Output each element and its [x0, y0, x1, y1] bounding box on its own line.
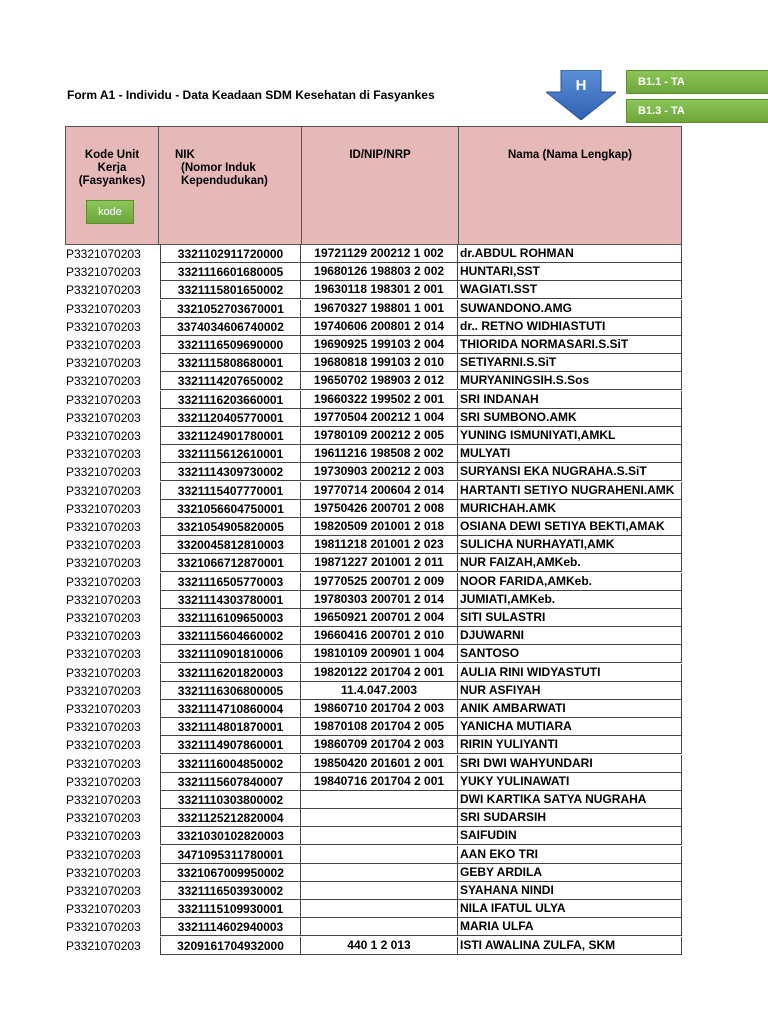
- nik-cell[interactable]: 3321114710860004: [160, 700, 301, 718]
- nip-cell[interactable]: 19770525 200701 2 009: [301, 573, 458, 591]
- nip-cell[interactable]: 19820122 201704 2 001: [301, 664, 458, 682]
- nik-cell[interactable]: 3321115801650002: [160, 281, 301, 299]
- nik-cell[interactable]: 3321114907860001: [160, 736, 301, 754]
- kode-unit-cell[interactable]: P3321070203: [66, 483, 141, 498]
- kode-unit-cell[interactable]: P3321070203: [66, 902, 141, 917]
- kode-unit-cell[interactable]: P3321070203: [66, 920, 141, 935]
- nip-cell[interactable]: [301, 918, 458, 936]
- nip-cell[interactable]: 19690925 199103 2 004: [301, 336, 458, 354]
- nav-button-b1-3[interactable]: B1.3 - TA: [626, 99, 768, 123]
- kode-unit-cell[interactable]: P3321070203: [66, 865, 141, 880]
- nama-cell[interactable]: SRI SUMBONO.AMK: [458, 409, 682, 427]
- nama-cell[interactable]: NUR ASFIYAH: [458, 682, 682, 700]
- table-row: [64, 391, 684, 409]
- kode-unit-cell[interactable]: P3321070203: [66, 938, 141, 953]
- table-row: [64, 645, 684, 663]
- nik-cell[interactable]: 3321115607840007: [160, 773, 301, 791]
- nip-cell[interactable]: 19630118 198301 2 001: [301, 281, 458, 299]
- nama-cell[interactable]: RIRIN YULIYANTI: [458, 736, 682, 754]
- nav-button-b1-1[interactable]: B1.1 - TA: [626, 70, 768, 94]
- kode-unit-cell[interactable]: P3321070203: [66, 884, 141, 898]
- kode-unit-cell[interactable]: P3321070203: [66, 538, 141, 553]
- table-row: [64, 573, 684, 591]
- nik-cell[interactable]: 3321114801870001: [160, 718, 301, 736]
- nik-cell[interactable]: 3321052703670001: [160, 300, 301, 318]
- table-row: [64, 755, 684, 773]
- nip-cell[interactable]: 19660416 200701 2 010: [301, 627, 458, 645]
- nik-cell[interactable]: 3321102911720000: [160, 245, 301, 263]
- nama-cell[interactable]: DWI KARTIKA SATYA NUGRAHA: [458, 791, 682, 809]
- nip-cell[interactable]: [301, 882, 458, 900]
- nip-cell[interactable]: 440 1 2 013: [301, 937, 458, 955]
- kode-unit-cell[interactable]: P3321070203: [66, 647, 141, 662]
- nama-cell[interactable]: NILA IFATUL ULYA: [458, 900, 682, 918]
- nip-cell[interactable]: 19770504 200212 1 004: [301, 409, 458, 427]
- table-row: [64, 318, 684, 336]
- h-arrow-button[interactable]: [546, 70, 616, 120]
- header-nip: [301, 126, 459, 245]
- nik-cell[interactable]: 3321115808680001: [160, 354, 301, 372]
- table-row: [64, 427, 684, 445]
- nip-cell[interactable]: 19670327 198801 1 001: [301, 300, 458, 318]
- nama-cell[interactable]: YUNING ISMUNIYATI,AMKL: [458, 427, 682, 445]
- nama-cell[interactable]: NOOR FARIDA,AMKeb.: [458, 573, 682, 591]
- table-row: [64, 736, 684, 754]
- kode-unit-cell[interactable]: P3321070203: [66, 720, 141, 735]
- nama-cell[interactable]: HARTANTI SETIYO NUGRAHENI.AMK: [458, 482, 682, 500]
- kode-unit-cell[interactable]: P3321070203: [66, 811, 141, 826]
- kode-unit-cell[interactable]: P3321070203: [66, 611, 141, 625]
- kode-unit-cell[interactable]: P3321070203: [66, 338, 141, 352]
- nama-cell[interactable]: ANIK AMBARWATI: [458, 700, 682, 718]
- nik-cell[interactable]: 3321125212820004: [160, 809, 301, 827]
- table-row: [64, 682, 684, 700]
- nip-cell[interactable]: 19650921 200701 2 004: [301, 609, 458, 627]
- nik-cell[interactable]: 3321120405770001: [160, 409, 301, 427]
- kode-unit-cell[interactable]: P3321070203: [66, 793, 141, 807]
- nip-cell[interactable]: 19750426 200701 2 008: [301, 500, 458, 518]
- kode-unit-cell[interactable]: P3321070203: [66, 429, 141, 443]
- nik-cell[interactable]: 3321116201820003: [160, 664, 301, 682]
- nama-cell[interactable]: HUNTARI,SST: [458, 263, 682, 281]
- table-row: [64, 791, 684, 809]
- nip-cell[interactable]: [301, 791, 458, 809]
- table-row: [64, 900, 684, 918]
- header-kode-line2: Kerja: [97, 162, 127, 174]
- table-row: [64, 245, 684, 263]
- nik-cell[interactable]: 3321116004850002: [160, 755, 301, 773]
- nik-cell[interactable]: 3321115407770001: [160, 482, 301, 500]
- kode-unit-cell[interactable]: P3321070203: [66, 665, 141, 680]
- nik-cell[interactable]: 3321116306800005: [160, 682, 301, 700]
- nip-cell[interactable]: 19820509 201001 2 018: [301, 518, 458, 536]
- table-row: [64, 300, 684, 318]
- nama-cell[interactable]: GEBY ARDILA: [458, 864, 682, 882]
- table-row: [64, 336, 684, 354]
- nip-cell[interactable]: 19780109 200212 2 005: [301, 427, 458, 445]
- kode-unit-cell[interactable]: P3321070203: [66, 247, 141, 261]
- table-row: [64, 864, 684, 882]
- nama-cell[interactable]: SUWANDONO.AMG: [458, 300, 682, 318]
- nip-cell[interactable]: 19850420 201601 2 001: [301, 755, 458, 773]
- nama-cell[interactable]: ISTI AWALINA ZULFA, SKM: [458, 937, 682, 955]
- nik-cell[interactable]: 3321116509690000: [160, 336, 301, 354]
- nama-cell[interactable]: dr.. RETNO WIDHIASTUTI: [458, 318, 682, 336]
- kode-unit-cell[interactable]: P3321070203: [66, 374, 141, 389]
- nik-cell[interactable]: 3321115109930001: [160, 900, 301, 918]
- nip-cell[interactable]: [301, 827, 458, 845]
- nik-cell[interactable]: 3321115604660002: [160, 627, 301, 645]
- nama-cell[interactable]: YUKY YULINAWATI: [458, 773, 682, 791]
- table-row: [64, 372, 684, 390]
- nip-cell[interactable]: 11.4.047.2003: [301, 682, 458, 700]
- kode-unit-cell[interactable]: P3321070203: [66, 629, 141, 644]
- form-title: Form A1 - Individu - Data Keadaan SDM Kesehatan di Fasyankes: [67, 88, 435, 102]
- table-row: [64, 773, 684, 791]
- nip-cell[interactable]: 19650702 198903 2 012: [301, 372, 458, 390]
- kode-unit-cell[interactable]: P3321070203: [66, 774, 141, 789]
- table-row: [64, 627, 684, 645]
- header-nip-label: ID/NIP/NRP: [349, 149, 411, 161]
- table-row: [64, 827, 684, 845]
- nama-cell[interactable]: SRI INDANAH: [458, 391, 682, 409]
- nama-cell[interactable]: AAN EKO TRI: [458, 846, 682, 864]
- nama-cell[interactable]: SRI DWI WAHYUNDARI: [458, 755, 682, 773]
- table-row: [64, 664, 684, 682]
- kode-unit-cell[interactable]: P3321070203: [66, 501, 141, 516]
- nik-cell[interactable]: 3321114303780001: [160, 591, 301, 609]
- kode-unit-cell[interactable]: P3321070203: [66, 756, 141, 771]
- nik-cell[interactable]: 3321114602940003: [160, 918, 301, 936]
- table-row: [64, 263, 684, 281]
- table-row: [64, 882, 684, 900]
- table-row: [64, 445, 684, 463]
- nip-cell[interactable]: 19680818 199103 2 010: [301, 354, 458, 372]
- kode-unit-cell[interactable]: P3321070203: [66, 683, 141, 698]
- nik-cell[interactable]: 3321114309730002: [160, 463, 301, 481]
- nip-cell[interactable]: [301, 809, 458, 827]
- table-row: [64, 591, 684, 609]
- header-nik-line1: NIK: [175, 149, 195, 161]
- kode-unit-cell[interactable]: P3321070203: [66, 410, 141, 425]
- nip-cell[interactable]: 19870108 201704 2 005: [301, 718, 458, 736]
- header-nama: [458, 126, 682, 245]
- nama-cell[interactable]: SITI SULASTRI: [458, 609, 682, 627]
- kode-unit-cell[interactable]: P3321070203: [66, 465, 141, 480]
- nip-cell[interactable]: 19770714 200604 2 014: [301, 482, 458, 500]
- nama-cell[interactable]: JUMIATI,AMKeb.: [458, 591, 682, 609]
- nip-cell[interactable]: 19840716 201704 2 001: [301, 773, 458, 791]
- table-row: [64, 700, 684, 718]
- nik-cell[interactable]: 3321067009950002: [160, 864, 301, 882]
- kode-unit-cell[interactable]: P3321070203: [66, 301, 141, 316]
- nik-cell[interactable]: 3320045812810003: [160, 536, 301, 554]
- nama-cell[interactable]: MULYATI: [458, 445, 682, 463]
- nip-cell[interactable]: 19730903 200212 2 003: [301, 463, 458, 481]
- nik-cell[interactable]: 3209161704932000: [160, 937, 301, 955]
- table-row: [64, 409, 684, 427]
- kode-unit-cell[interactable]: P3321070203: [66, 265, 141, 280]
- kode-unit-cell[interactable]: P3321070203: [66, 847, 141, 862]
- nip-cell[interactable]: 19740606 200801 2 014: [301, 318, 458, 336]
- kode-unit-cell[interactable]: P3321070203: [66, 356, 141, 371]
- kode-unit-cell[interactable]: P3321070203: [66, 447, 141, 462]
- table-row: [64, 609, 684, 627]
- nama-cell[interactable]: DJUWARNI: [458, 627, 682, 645]
- kode-unit-cell[interactable]: P3321070203: [66, 574, 141, 589]
- nama-cell[interactable]: WAGIATI.SST: [458, 281, 682, 299]
- nama-cell[interactable]: MURICHAH.AMK: [458, 500, 682, 518]
- nik-cell[interactable]: 3321116109650003: [160, 609, 301, 627]
- kode-unit-cell[interactable]: P3321070203: [66, 283, 141, 298]
- nama-cell[interactable]: THIORIDA NORMASARI.S.SiT: [458, 336, 682, 354]
- header-kode-line1: Kode Unit: [84, 149, 140, 161]
- table-row: [64, 500, 684, 518]
- nik-cell[interactable]: 3321116601680005: [160, 263, 301, 281]
- header-nik-line2: (Nomor Induk: [181, 162, 256, 174]
- nip-cell[interactable]: 19811218 201001 2 023: [301, 536, 458, 554]
- nip-cell[interactable]: 19871227 201001 2 011: [301, 554, 458, 572]
- nip-cell[interactable]: 19860710 201704 2 003: [301, 700, 458, 718]
- down-arrow-icon: [546, 70, 616, 120]
- nik-cell[interactable]: 3321110303800002: [160, 791, 301, 809]
- nik-cell[interactable]: 3321114207650002: [160, 372, 301, 390]
- table-row: [64, 518, 684, 536]
- nip-cell[interactable]: [301, 846, 458, 864]
- nik-cell[interactable]: 3471095311780001: [160, 846, 301, 864]
- header-kode-line3: (Fasyankes): [78, 175, 146, 187]
- nip-cell[interactable]: 19780303 200701 2 014: [301, 591, 458, 609]
- kode-unit-cell[interactable]: P3321070203: [66, 319, 141, 334]
- nik-cell[interactable]: 3321116505770003: [160, 573, 301, 591]
- nama-cell[interactable]: SETIYARNI.S.SiT: [458, 354, 682, 372]
- nip-cell[interactable]: [301, 864, 458, 882]
- kode-unit-cell[interactable]: P3321070203: [66, 738, 141, 753]
- nip-cell[interactable]: 19611216 198508 2 002: [301, 445, 458, 463]
- nama-cell[interactable]: SURYANSI EKA NUGRAHA.S.SiT: [458, 463, 682, 481]
- nik-cell[interactable]: 3374034606740002: [160, 318, 301, 336]
- nik-cell[interactable]: 3321124901780001: [160, 427, 301, 445]
- nip-cell[interactable]: [301, 900, 458, 918]
- table-row: [64, 463, 684, 481]
- nik-cell[interactable]: 3321056604750001: [160, 500, 301, 518]
- nik-cell[interactable]: 3321110901810006: [160, 645, 301, 663]
- nama-cell[interactable]: SRI SUDARSIH: [458, 809, 682, 827]
- table-row: [64, 718, 684, 736]
- table-row: [64, 482, 684, 500]
- table-row: [64, 809, 684, 827]
- table-row: [64, 281, 684, 299]
- header-nama-label: Nama (Nama Lengkap): [508, 149, 632, 161]
- table-row: [64, 554, 684, 572]
- nama-cell[interactable]: SAIFUDIN: [458, 827, 682, 845]
- nama-cell[interactable]: NUR FAIZAH,AMKeb.: [458, 554, 682, 572]
- kode-unit-cell[interactable]: P3321070203: [66, 829, 141, 844]
- kode-unit-cell[interactable]: P3321070203: [66, 702, 141, 716]
- table-row: [64, 846, 684, 864]
- kode-unit-cell[interactable]: P3321070203: [66, 556, 141, 571]
- nama-cell[interactable]: OSIANA DEWI SETIYA BEKTI,AMAK: [458, 518, 682, 536]
- nik-cell[interactable]: 3321116203660001: [160, 391, 301, 409]
- nip-cell[interactable]: 19810109 200901 1 004: [301, 645, 458, 663]
- kode-unit-cell[interactable]: P3321070203: [66, 392, 141, 407]
- table-row: [64, 354, 684, 372]
- nip-cell[interactable]: 19680126 198803 2 002: [301, 263, 458, 281]
- nik-cell[interactable]: 3321066712870001: [160, 554, 301, 572]
- nama-cell[interactable]: SYAHANA NINDI: [458, 882, 682, 900]
- nip-cell[interactable]: 19660322 199502 2 001: [301, 391, 458, 409]
- header-nik-line3: Kependudukan): [181, 175, 268, 187]
- nama-cell[interactable]: dr.ABDUL ROHMAN: [458, 245, 682, 263]
- table-row: [64, 918, 684, 936]
- table-row: [64, 937, 684, 955]
- nama-cell[interactable]: MARIA ULFA: [458, 918, 682, 936]
- kode-button[interactable]: kode: [86, 200, 134, 224]
- nama-cell[interactable]: SANTOSO: [458, 645, 682, 663]
- nik-cell[interactable]: 3321115612610001: [160, 445, 301, 463]
- nama-cell[interactable]: YANICHA MUTIARA: [458, 718, 682, 736]
- nip-cell[interactable]: 19721129 200212 1 002: [301, 245, 458, 263]
- kode-unit-cell[interactable]: P3321070203: [66, 592, 141, 607]
- h-label: H: [575, 77, 587, 94]
- nip-cell[interactable]: 19860709 201704 2 003: [301, 736, 458, 754]
- nik-cell[interactable]: 3321030102820003: [160, 827, 301, 845]
- nama-cell[interactable]: AULIA RINI WIDYASTUTI: [458, 664, 682, 682]
- nik-cell[interactable]: 3321116503930002: [160, 882, 301, 900]
- nama-cell[interactable]: MURYANINGSIH.S.Sos: [458, 372, 682, 390]
- nama-cell[interactable]: SULICHA NURHAYATI,AMK: [458, 536, 682, 554]
- kode-unit-cell[interactable]: P3321070203: [66, 520, 141, 534]
- header-nik: [158, 126, 302, 245]
- nik-cell[interactable]: 3321054905820005: [160, 518, 301, 536]
- table-row: [64, 536, 684, 554]
- header-kode-unit: [65, 126, 159, 245]
